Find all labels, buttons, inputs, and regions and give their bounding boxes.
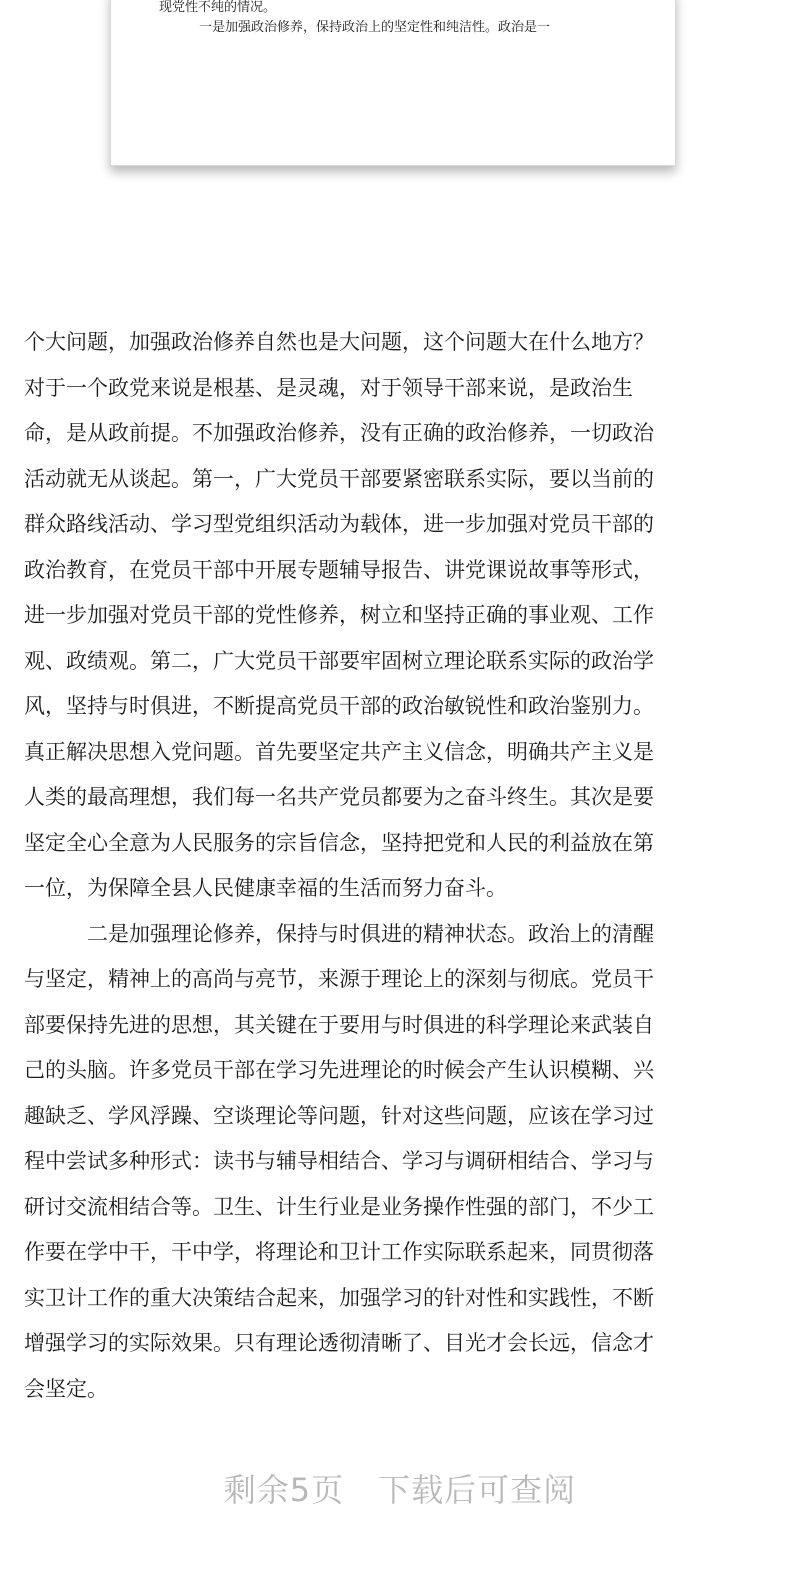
previous-page-preview [110,0,676,166]
body-text-line: 命，是从政前提。不加强政治修养，没有正确的政治修养，一切政治 [24,421,654,445]
body-text-line: 观、政绩观。第二，广大党员干部要牢固树立理论联系实际的政治学 [24,648,654,673]
body-text-line: 群众路线活动、学习型党组织活动为载体，进一步加强对党员干部的 [24,512,654,536]
body-text-line: 部要保持先进的思想，其关键在于要用与时俱进的科学理论来武装自 [24,1012,654,1037]
body-text-line: 对于一个政党来说是根基、是灵魂，对于领导干部来说，是政治生 [24,375,633,400]
body-text-line: 政治教育，在党员干部中开展专题辅导报告、讲党课说故事等形式， [24,557,654,582]
body-text-line: 人类的最高理想，我们每一名共产党员都要为之奋斗终生。其次是要 [24,785,654,809]
body-text-line: 程中尝试多种形式：读书与辅导相结合、学习与调研相结合、学习与 [24,1149,654,1173]
body-text-line: 坚定全心全意为人民服务的宗旨信念，坚持把党和人民的利益放在第 [24,830,654,855]
document-body [24,320,772,1412]
preview-text-line: 一是加强政治修养，保持政治上的坚定性和纯洁性。政治是一 [199,20,551,35]
body-text-line: 增强学习的实际效果。只有理论透彻清晰了、目光才会长远，信念才 [24,1331,654,1355]
body-text-line: 真正解决思想入党问题。首先要坚定共产主义信念，明确共产主义是 [24,739,654,764]
body-text-line: 个大问题，加强政治修养自然也是大问题，这个问题大在什么地方？ [24,330,654,354]
body-text-line: 活动就无从谈起。第一，广大党员干部要紧密联系实际，要以当前的 [24,466,654,491]
body-text-line: 进一步加强对党员干部的党性修养，树立和坚持正确的事业观、工作 [24,603,654,627]
body-text-line: 一位，为保障全县人民健康幸福的生活而努力奋斗。 [24,876,507,900]
body-text-line: 会坚定。 [24,1376,108,1401]
paragraph-first-line: 二是加强理论修养，保持与时俱进的精神状态。政治上的清醒 [87,921,654,946]
body-text-line: 己的头脑。许多党员干部在学习先进理论的时候会产生认识模糊、兴 [24,1058,654,1082]
preview-text-line: 现党性不纯的情况。 [159,0,277,15]
body-text-line: 作要在学中干，干中学，将理论和卫计工作实际联系起来，同贯彻落 [24,1240,654,1264]
body-text-line: 实卫计工作的重大决策结合起来，加强学习的针对性和实践性，不断 [24,1285,654,1310]
body-text-line: 趣缺乏、学风浮躁、空谈理论等问题，针对这些问题，应该在学习过 [24,1103,654,1128]
body-text-line: 与坚定，精神上的高尚与亮节，来源于理论上的深刻与彻底。党员干 [24,967,654,991]
download-prompt-banner[interactable] [0,1465,800,1515]
remaining-pages-label: 剩余5页 [223,1471,345,1509]
body-text-line: 研讨交流相结合等。卫生、计生行业是业务操作性强的部门，不少工 [24,1194,654,1219]
download-hint-label: 下载后可查阅 [378,1471,577,1509]
body-text-line: 风，坚持与时俱进，不断提高党员干部的政治敏锐性和政治鉴别力。 [24,694,654,718]
